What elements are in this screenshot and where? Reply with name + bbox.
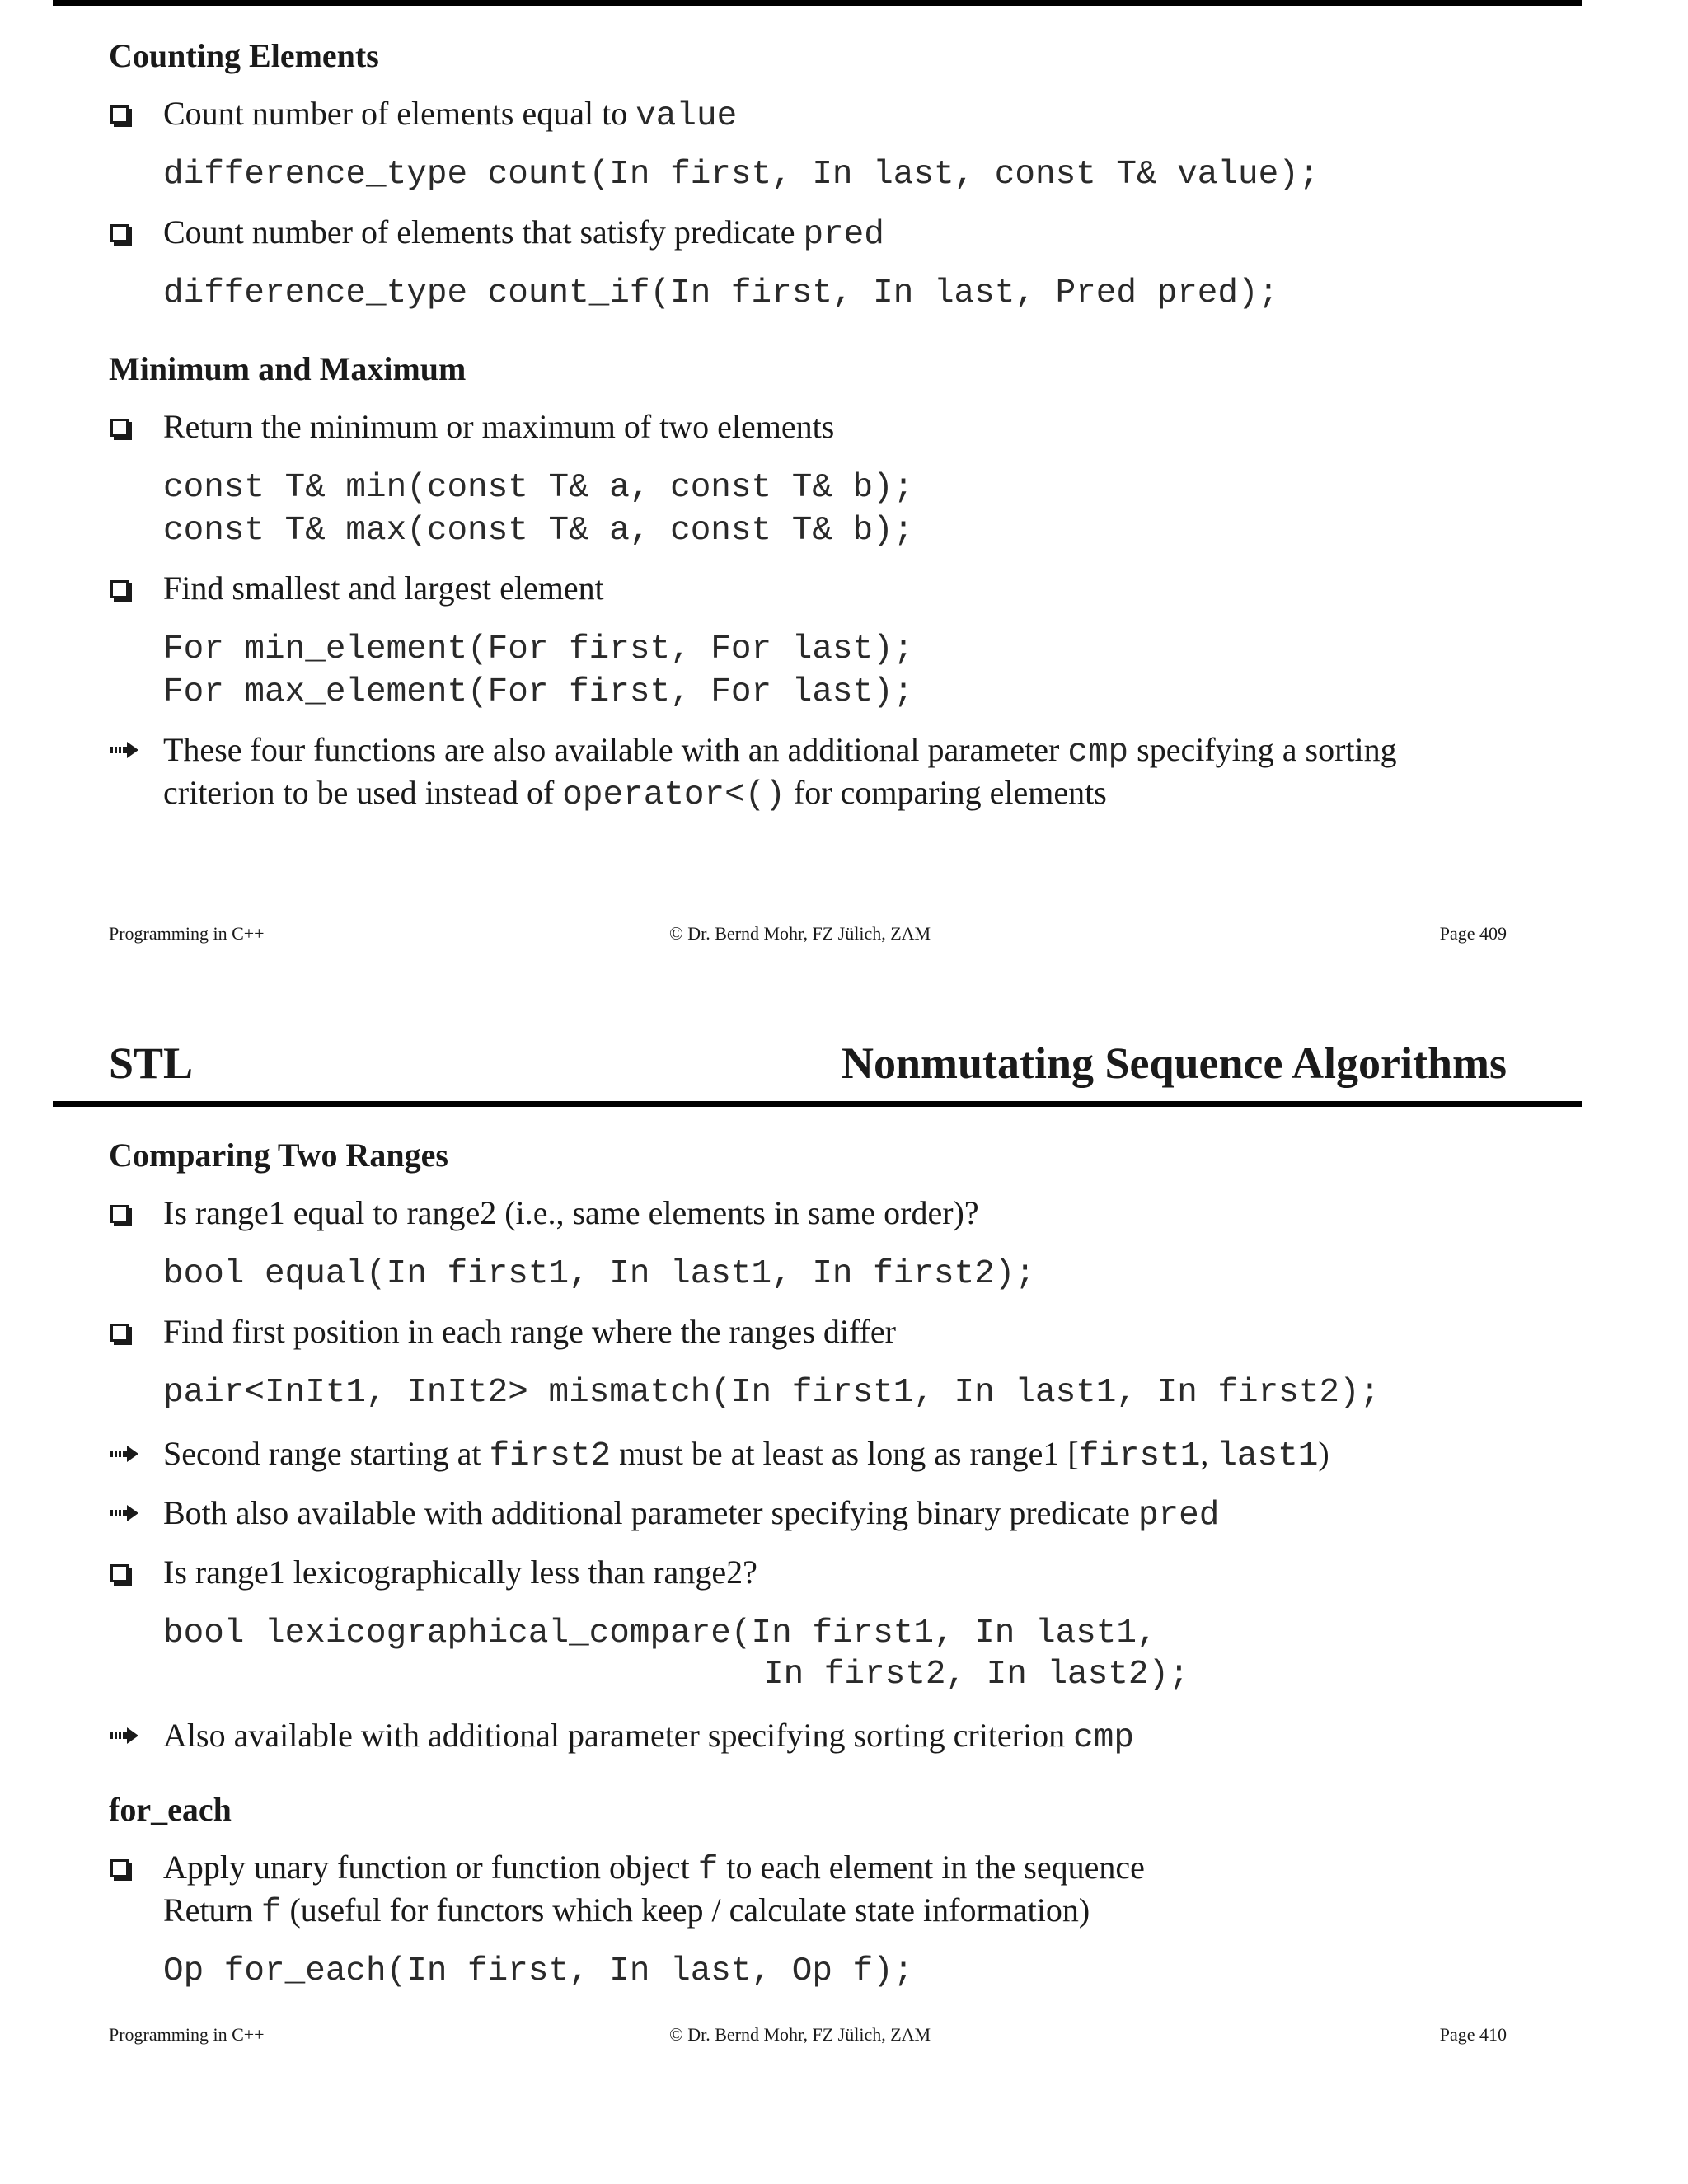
note-text: must be at least as long as range1 [ xyxy=(611,1435,1079,1472)
footer-page-number: Page 410 xyxy=(1439,2024,1507,2045)
inline-code: pred xyxy=(1137,1497,1220,1535)
checkbox-bullet-icon xyxy=(110,224,129,242)
top-rule xyxy=(53,0,1582,6)
note-text: specifying a sorting xyxy=(1128,731,1397,768)
note-text: ) xyxy=(1318,1435,1329,1472)
note-sorting-criterion xyxy=(163,1714,1134,1760)
checkbox-bullet-icon xyxy=(110,419,129,437)
slide-title-left: STL xyxy=(109,1038,194,1088)
code-count: difference_type count(In first, In last, const T& value); xyxy=(163,156,1320,194)
checkbox-bullet-icon xyxy=(110,1324,129,1342)
inline-code: cmp xyxy=(1067,733,1129,771)
inline-code: first2 xyxy=(489,1437,612,1475)
note-text: These four functions are also available with an additional parameter xyxy=(163,731,1068,768)
inline-code: f xyxy=(260,1894,282,1932)
bullet-lexicographical: Is range1 lexicographically less than range2? xyxy=(163,1554,757,1591)
section-heading-minmax: Minimum and Maximum xyxy=(109,350,467,387)
bullet-text: Count number of elements that satisfy predicate xyxy=(163,213,804,251)
arrow-bullet-icon xyxy=(110,740,140,760)
bullet-text: to each element in the sequence xyxy=(718,1849,1145,1886)
inline-code: last1 xyxy=(1217,1437,1319,1475)
inline-code: cmp xyxy=(1073,1719,1134,1757)
slide-title-right: Nonmutating Sequence Algorithms xyxy=(841,1038,1507,1088)
code-count-if: difference_type count_if(In first, In last, Pred pred); xyxy=(163,274,1279,312)
checkbox-bullet-icon xyxy=(110,1205,129,1223)
bullet-count-value xyxy=(163,92,737,138)
note-text: , xyxy=(1200,1435,1217,1472)
arrow-bullet-icon xyxy=(110,1444,140,1464)
section-heading-counting: Counting Elements xyxy=(109,37,379,74)
inline-code: value xyxy=(635,97,738,135)
section-heading-compare: Comparing Two Ranges xyxy=(109,1137,448,1174)
code-mismatch: pair<InIt1, InIt2> mismatch(In first1, In last1, In first2); xyxy=(163,1374,1381,1412)
footer-left: Programming in C++ xyxy=(109,923,265,944)
footer-center: © Dr. Bernd Mohr, FZ Jülich, ZAM xyxy=(669,923,931,944)
note-binary-pred xyxy=(163,1492,1219,1537)
bullet-mismatch: Find first position in each range where the ranges differ xyxy=(163,1313,896,1350)
note-text: for comparing elements xyxy=(785,774,1107,811)
arrow-bullet-icon xyxy=(110,1503,140,1523)
footer-left: Programming in C++ xyxy=(109,2024,265,2045)
inline-code: f xyxy=(697,1851,719,1889)
bullet-text: Apply unary function or function object xyxy=(163,1849,698,1886)
note-text: Both also available with additional parameter specifying binary predicate xyxy=(163,1494,1138,1531)
inline-code: pred xyxy=(803,216,884,254)
note-text: criterion to be used instead of xyxy=(163,774,563,811)
checkbox-bullet-icon xyxy=(110,580,129,598)
code-min: const T& min(const T& a, const T& b); xyxy=(163,469,914,507)
arrow-bullet-icon xyxy=(110,1726,140,1746)
bullet-min-max-element: Find smallest and largest element xyxy=(163,569,604,607)
note-text: Also available with additional parameter specifying sorting criterion xyxy=(163,1717,1074,1754)
bullet-text: (useful for functors which keep / calculate state information) xyxy=(281,1891,1090,1929)
code-max: const T& max(const T& a, const T& b); xyxy=(163,512,914,550)
footer-center: © Dr. Bernd Mohr, FZ Jülich, ZAM xyxy=(669,2024,931,2045)
code-max-element: For max_element(For first, For last); xyxy=(163,673,914,711)
bullet-for-each-line2 xyxy=(163,1889,1090,1934)
checkbox-bullet-icon xyxy=(110,1859,129,1877)
note-text: Second range starting at xyxy=(163,1435,490,1472)
bullet-for-each-line1 xyxy=(163,1846,1145,1891)
note-second-range xyxy=(163,1432,1329,1478)
code-lexicographical-line1: bool lexicographical_compare(In first1, In last1, xyxy=(163,1615,1157,1652)
note-cmp-line1 xyxy=(163,729,1397,774)
bullet-count-if xyxy=(163,211,884,256)
bullet-text: Return xyxy=(163,1891,261,1929)
inline-code: operator<() xyxy=(562,776,785,814)
header-rule xyxy=(53,1101,1582,1107)
checkbox-bullet-icon xyxy=(110,1564,129,1582)
bullet-equal: Is range1 equal to range2 (i.e., same elements in same order)? xyxy=(163,1194,979,1231)
checkbox-bullet-icon xyxy=(110,105,129,124)
inline-code: first1 xyxy=(1078,1437,1201,1475)
code-equal: bool equal(In first1, In last1, In first2); xyxy=(163,1255,1035,1293)
note-cmp-line2 xyxy=(163,771,1107,817)
footer-page-number: Page 409 xyxy=(1439,923,1507,944)
code-lexicographical-line2: In first2, In last2); xyxy=(763,1656,1189,1694)
code-min-element: For min_element(For first, For last); xyxy=(163,630,914,668)
code-for-each: Op for_each(In first, In last, Op f); xyxy=(163,1952,914,1990)
section-heading-for-each: for_each xyxy=(109,1791,232,1828)
bullet-text: Count number of elements equal to xyxy=(163,95,636,132)
bullet-min-max: Return the minimum or maximum of two elements xyxy=(163,408,835,445)
